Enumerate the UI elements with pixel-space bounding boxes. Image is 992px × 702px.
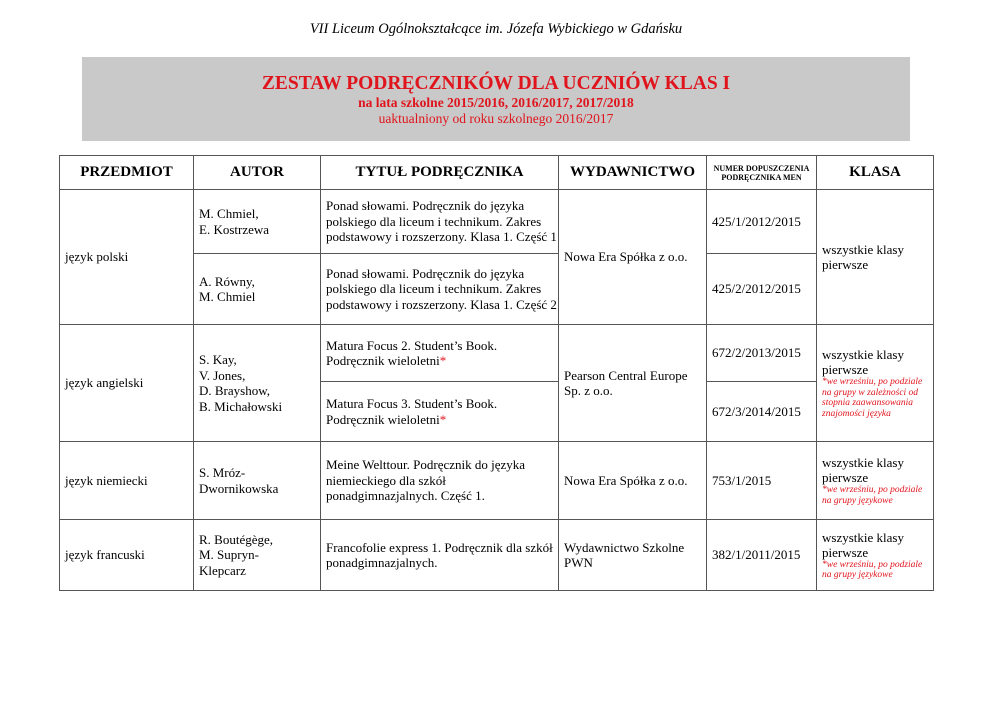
publisher-cell: Nowa Era Spółka z o.o. (559, 442, 707, 520)
class-text: wszystkie klasy pierwsze (822, 529, 904, 560)
title-cell: Ponad słowami. Podręcznik do języka polskiego dla liceum i technikum. Zakres podstawowy i rozszerzony. Klasa 1. Część 1 (321, 190, 559, 254)
asterisk-mark: * (439, 411, 447, 427)
header-numer: NUMER DOPUSZCZENIA PODRĘCZNIKA MEN (707, 156, 817, 190)
table-row (60, 190, 934, 254)
author-line: R. Boutégège, (199, 531, 274, 547)
title-cell (321, 382, 559, 442)
number-cell: 672/3/2014/2015 (707, 382, 817, 442)
document-title: ZESTAW PODRĘCZNIKÓW DLA UCZNIÓW KLAS I (261, 73, 731, 94)
class-cell (817, 520, 934, 591)
header-autor: AUTOR (194, 156, 321, 190)
publisher-cell: Pearson Central Europe Sp. z o.o. (559, 325, 707, 442)
author-line: M. Supryn- (199, 547, 259, 563)
class-text: wszystkie klasy pierwsze (822, 455, 904, 485)
author-cell (194, 520, 321, 591)
title-cell: Francofolie express 1. Podręcznik dla szkół ponadgimnazjalnych. (321, 520, 559, 591)
author-cell (194, 442, 321, 520)
textbook-table (59, 155, 934, 591)
publisher-cell: Wydawnictwo Szkolne PWN (559, 520, 707, 591)
author-line: B. Michałowski (199, 398, 283, 414)
class-note: *we wrześniu, po podziale na grupy językowe (822, 485, 923, 506)
title-cell: Ponad słowami. Podręcznik do języka polskiego dla liceum i technikum. Zakres podstawowy i rozszerzony. Klasa 1. Część 2 (321, 254, 559, 325)
number-cell: 672/2/2013/2015 (707, 325, 817, 382)
author-line: M. Chmiel, (199, 206, 259, 221)
table-row (60, 325, 934, 382)
publisher-cell: Nowa Era Spółka z o.o. (559, 190, 707, 325)
update-note: uaktualniony od roku szkolnego 2016/2017 (378, 111, 614, 126)
author-line: Klepcarz (199, 562, 246, 578)
author-line: S. Kay, (199, 352, 237, 367)
number-cell: 425/2/2012/2015 (707, 254, 817, 325)
table-row (60, 520, 934, 591)
title-text: Matura Focus 3. Student’s Book. Podręcznik wieloletni (326, 396, 498, 427)
subject-cell: język niemiecki (60, 442, 194, 520)
author-line: S. Mróz- (199, 465, 246, 480)
header-tytul: TYTUŁ PODRĘCZNIKA (321, 156, 559, 190)
table-header-row (60, 156, 934, 190)
author-line: Dwornikowska (199, 480, 279, 496)
author-line: A. Równy, (199, 273, 255, 289)
subject-cell: język angielski (60, 325, 194, 442)
class-cell: wszystkie klasy pierwsze (817, 190, 934, 325)
asterisk-mark: * (439, 353, 447, 368)
author-line: D. Brayshow, (199, 383, 271, 398)
header-klasa: KLASA (817, 156, 934, 190)
title-text: Matura Focus 2. Student’s Book. Podręcznik wieloletni (326, 337, 498, 368)
number-cell: 425/1/2012/2015 (707, 190, 817, 254)
number-cell: 382/1/2011/2015 (707, 520, 817, 591)
school-years: na lata szkolne 2015/2016, 2016/2017, 2017/2018 (358, 95, 634, 110)
header-przedmiot: PRZEDMIOT (60, 156, 194, 190)
author-line: M. Chmiel (199, 289, 256, 304)
class-note: *we wrześniu, po podziale na grupy w zależności od stopnia zaawansowania znajomości języka (822, 377, 923, 419)
author-cell (194, 325, 321, 442)
header-wydawnictwo: WYDAWNICTWO (559, 156, 707, 190)
number-cell: 753/1/2015 (707, 442, 817, 520)
author-cell (194, 190, 321, 254)
author-line: V. Jones, (199, 367, 246, 383)
subject-cell: język polski (60, 190, 194, 325)
title-banner (82, 57, 910, 141)
title-cell (321, 325, 559, 382)
author-cell (194, 254, 321, 325)
author-line: E. Kostrzewa (199, 221, 270, 237)
subject-cell: język francuski (60, 520, 194, 591)
title-cell: Meine Welttour. Podręcznik do języka niemieckiego dla szkół ponadgimnazjalnych. Część 1. (321, 442, 559, 520)
school-name: VII Liceum Ogólnokształcące im. Józefa Wybickiego w Gdańsku (309, 21, 683, 37)
class-cell (817, 442, 934, 520)
class-text: wszystkie klasy pierwsze (822, 347, 904, 377)
table-row (60, 442, 934, 520)
class-cell (817, 325, 934, 442)
class-note: *we wrześniu, po podziale na grupy językowe (822, 559, 923, 580)
